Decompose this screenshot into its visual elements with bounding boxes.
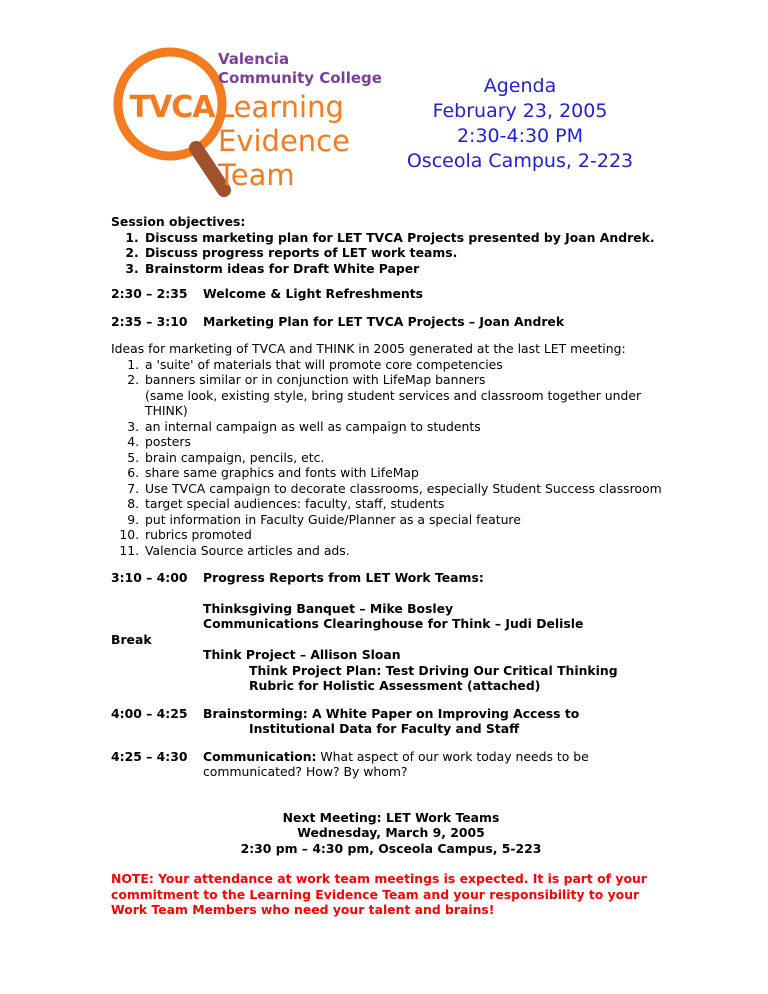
ideas-list — [111, 357, 671, 559]
list-item: 1. a 'suite' of materials that will promote core competencies — [143, 357, 671, 373]
agenda-body — [111, 214, 671, 918]
logo-mark: TVCA — [129, 90, 215, 125]
list-item: 1. Discuss marketing plan for LET TVCA Projects presented by Joan Andrek. — [143, 230, 671, 246]
progress-teams: Thinksgiving Banquet – Mike Bosley Communications Clearinghouse for Think – Judi Delisle — [203, 600, 584, 631]
list-item: 8. target special audiences: faculty, staff, students — [143, 496, 671, 512]
objectives-heading: Session objectives: — [111, 214, 246, 229]
ideas-intro: Ideas for marketing of TVCA and THINK in 2005 generated at the last LET meeting: — [111, 341, 626, 356]
list-item: 3. Brainstorm ideas for Draft White Paper — [143, 261, 671, 277]
objectives-list — [111, 230, 671, 277]
logo-team-name: Learning Evidence Team — [218, 90, 350, 192]
list-item: 7. Use TVCA campaign to decorate classrooms, especially Student Success classroom — [143, 481, 671, 497]
let-logo — [112, 40, 412, 200]
list-item: 2. banners similar or in conjunction with LifeMap banners (same look, existing style, bring student services and classroom together under THINK) — [143, 372, 671, 419]
list-item: 11. Valencia Source articles and ads. — [143, 543, 671, 559]
list-item: 2. Discuss progress reports of LET work teams. — [143, 245, 671, 261]
agenda-header: Agenda February 23, 2005 2:30-4:30 PM Osceola Campus, 2-223 — [406, 75, 634, 172]
list-item: 3. an internal campaign as well as campaign to students — [143, 419, 671, 435]
break-row: Break — [111, 631, 152, 647]
logo-college: Valencia Community College — [218, 50, 382, 87]
list-item: 6. share same graphics and fonts with LifeMap — [143, 465, 671, 481]
list-item: 5. brain campaign, pencils, etc. — [143, 450, 671, 466]
next-meeting: Next Meeting: LET Work Teams Wednesday, March 9, 2005 2:30 pm – 4:30 pm, Osceola Campus, 5-223 — [240, 809, 542, 856]
list-item: 10. rubrics promoted — [143, 527, 671, 543]
list-item: 9. put information in Faculty Guide/Planner as a special feature — [143, 512, 671, 528]
progress-team-think: Think Project – Allison Sloan Think Project Plan: Test Driving Our Critical Thinking Rubric for Holistic Assessment (attached) — [203, 647, 618, 693]
list-item: 4. posters — [143, 434, 671, 450]
attendance-note: NOTE: Your attendance at work team meetings is expected. It is part of your commitment to the Learning Evidence Team and your responsibility to your Work Team Members who need your talent and brains! — [111, 871, 647, 917]
schedule-row: 2:30 – 2:35 Welcome & Light Refreshments — [111, 286, 424, 301]
schedule-row: 2:35 – 3:10 Marketing Plan for LET TVCA Projects – Joan Andrek — [111, 313, 565, 329]
schedule-row: 3:10 – 4:00 Progress Reports from LET Work Teams: — [111, 570, 484, 585]
schedule-row: 4:00 – 4:25 Brainstorming: A White Paper on Improving Access to Institutional Data for Faculty and Staff — [111, 705, 580, 736]
schedule-row: 4:25 – 4:30 Communication: What aspect of our work today needs to be communicated? How? By whom? — [111, 748, 589, 779]
